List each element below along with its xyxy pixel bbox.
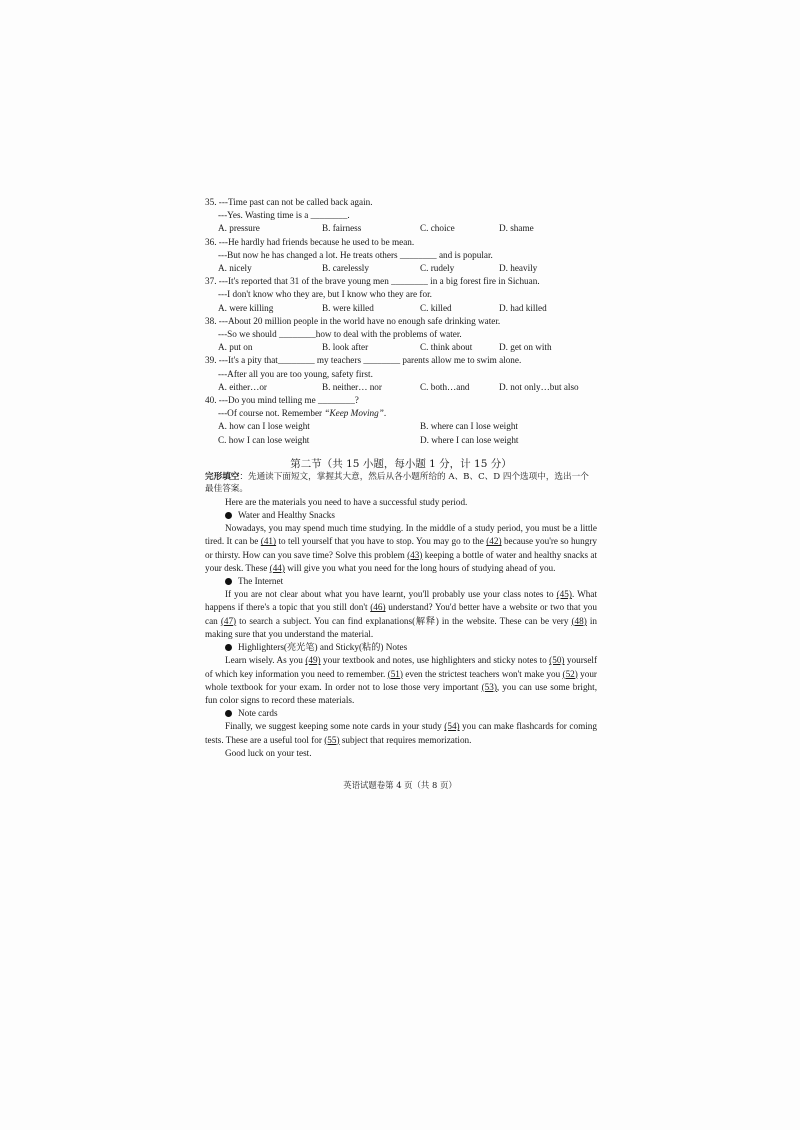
passage-text: understand? You'd better have a website or two that you can [205, 602, 597, 626]
passage-text: Nowadays, you may spend much time studying. In the middle of a study period, you must be a little tired. It can be [205, 523, 597, 547]
option-c: C. killed [420, 302, 452, 313]
instruction-label: 完形填空 [205, 471, 240, 482]
passage-paragraph-4 [205, 720, 597, 746]
page-footer: 英语试题卷第 4 页（共 8 页） [343, 780, 457, 790]
options-row [205, 302, 597, 315]
passage-text: keeping a bottle of water and healthy snacks at your desk. These [205, 549, 597, 573]
passage-text: to search a subject. You can find explanations(解释) in the website. These can be very [236, 615, 572, 626]
passage-intro: Here are the materials you need to have a successful study period. [225, 496, 468, 507]
question-stem: 38. ---About 20 million people in the world have no enough safe drinking water. [205, 315, 501, 326]
blank-41: (41) [260, 536, 277, 547]
blank-43: (43) [407, 549, 423, 560]
passage-heading-1: Water and Healthy Snacks [205, 509, 597, 522]
option-b: B. fairness [322, 223, 362, 234]
passage-text: , you can use some bright, fun color signs to record these materials. [205, 681, 598, 705]
options-row [205, 434, 597, 447]
passage-closing: Good luck on your test. [225, 747, 312, 758]
option-d: D. get on with [499, 342, 552, 353]
multiple-choice-list [205, 196, 597, 394]
bullet-icon [225, 644, 232, 651]
question-35 [205, 196, 597, 236]
section-instructions: 完形填空：先通读下面短文，掌握其大意，然后从各小题所给的 A、B、C、D 四个选项中，选出一个最佳答案。 [205, 471, 589, 495]
blank-47: (47) [220, 615, 237, 626]
passage-paragraph-1 [205, 522, 597, 575]
section-title: 第二节（共 15 小题，每小题 1 分，计 15 分） [290, 457, 512, 470]
blank-49: (49) [305, 655, 321, 666]
options-row [205, 262, 597, 275]
option-c: C. rudely [420, 263, 455, 274]
passage-text: subject that requires memorization. [339, 734, 472, 745]
option-c: C. both…and [420, 381, 470, 392]
option-b: B. were killed [322, 302, 374, 313]
passage-text: in making sure that you understand the material. [205, 615, 598, 639]
option-d: D. shame [499, 223, 534, 234]
blank-50: (50) [549, 655, 565, 666]
question-reply: ---Yes. Wasting time is a ________. [218, 210, 350, 221]
blank-46: (46) [370, 602, 386, 613]
option-a: A. were killing [218, 302, 274, 313]
passage-text: . What happens if there's a topic that you still don't [205, 589, 598, 613]
question-39 [205, 354, 597, 394]
question-stem: 39. ---It's a pity that________ my teachers ________ parents allow me to swim alone. [205, 355, 522, 366]
option-b: B. where can I lose weight [420, 421, 518, 432]
option-b: B. carelessly [322, 263, 369, 274]
blank-44: (44) [269, 562, 285, 573]
question-37 [205, 275, 597, 315]
options-row [205, 222, 597, 235]
question-reply: ---So we should ________how to deal with the problems of water. [218, 329, 462, 340]
option-a: A. how can I lose weight [218, 421, 310, 432]
options-row [205, 420, 597, 433]
bullet-icon [225, 578, 232, 585]
blank-48: (48) [571, 615, 587, 626]
passage-text: If you are not clear about what you have learnt, you'll probably use your class notes to [225, 589, 557, 600]
bullet-icon [225, 710, 232, 717]
question-38 [205, 315, 597, 355]
question-stem: 35. ---Time past can not be called back again. [205, 197, 373, 207]
option-d: D. had killed [499, 302, 547, 313]
page-content [205, 196, 597, 760]
question-reply: ---But now he has changed a lot. He treats others ________ and is popular. [218, 249, 493, 260]
option-b: B. neither… nor [322, 381, 382, 392]
passage-text: will give you what you need for the long hours of studying ahead of you. [284, 562, 556, 573]
blank-54: (54) [444, 721, 460, 732]
option-b: B. look after [322, 342, 369, 353]
passage-paragraph-2 [205, 588, 597, 641]
question-stem: 37. ---It's reported that 31 of the brave young men ________ in a big forest fire in Sichuan. [205, 276, 540, 287]
question-reply: ---After all you are too young, safety first. [218, 368, 373, 379]
option-a: A. pressure [218, 223, 260, 234]
option-d: D. where I can lose weight [420, 434, 519, 445]
blank-51: (51) [387, 668, 403, 679]
blank-55: (55) [324, 734, 340, 745]
passage-text: yourself of which key information you need to remember. [205, 655, 598, 679]
option-d: D. heavily [499, 263, 538, 274]
quote-text: “Keep Moving” [324, 408, 384, 419]
passage-text: because you're so hungry or thirsty. How can you save time? Solve this problem [205, 536, 597, 560]
passage-heading-3: Highlighters(亮光笔) and Sticky(粘的) Notes [205, 641, 597, 654]
question-reply: ---Of course not. Remember “Keep Moving”. [218, 408, 387, 419]
passage-paragraph-3 [205, 654, 597, 707]
blank-42: (42) [486, 536, 502, 547]
passage-text: Learn wisely. As you [225, 655, 306, 666]
passage-text: to tell yourself that you have to stop. You may go to the [276, 536, 487, 547]
options-row [205, 381, 597, 394]
option-c: C. how I can lose weight [218, 434, 310, 445]
question-stem: 36. ---He hardly had friends because he used to be mean. [205, 236, 415, 247]
blank-53: (53) [481, 681, 497, 692]
question-40 [205, 394, 597, 447]
option-a: A. nicely [218, 263, 252, 274]
bullet-icon [225, 512, 232, 519]
passage-text: Finally, we suggest keeping some note cards in your study [225, 721, 445, 732]
options-row [205, 341, 597, 354]
option-d: D. not only…but also [499, 381, 579, 392]
blank-45: (45) [556, 589, 572, 600]
passage-text: you can make flashcards for coming tests. These are a useful tool for [205, 721, 597, 745]
question-reply: ---I don't know who they are, but I know who they are for. [218, 289, 432, 300]
passage-heading-4: Note cards [205, 707, 597, 720]
option-c: C. think about [420, 342, 473, 353]
question-36 [205, 236, 597, 276]
option-a: A. either…or [218, 381, 267, 392]
passage-heading-2: The Internet [205, 575, 597, 588]
blank-52: (52) [562, 668, 578, 679]
option-a: A. put on [218, 342, 253, 353]
passage-text: your textbook and notes, use highlighters and sticky notes to [320, 655, 550, 666]
option-c: C. choice [420, 223, 455, 234]
passage-text: your whole textbook for your exam. In order not to lose those very important [205, 668, 597, 692]
question-stem: 40. ---Do you mind telling me ________? [205, 395, 359, 406]
passage-text: even the strictest teachers won't make you [402, 668, 563, 679]
